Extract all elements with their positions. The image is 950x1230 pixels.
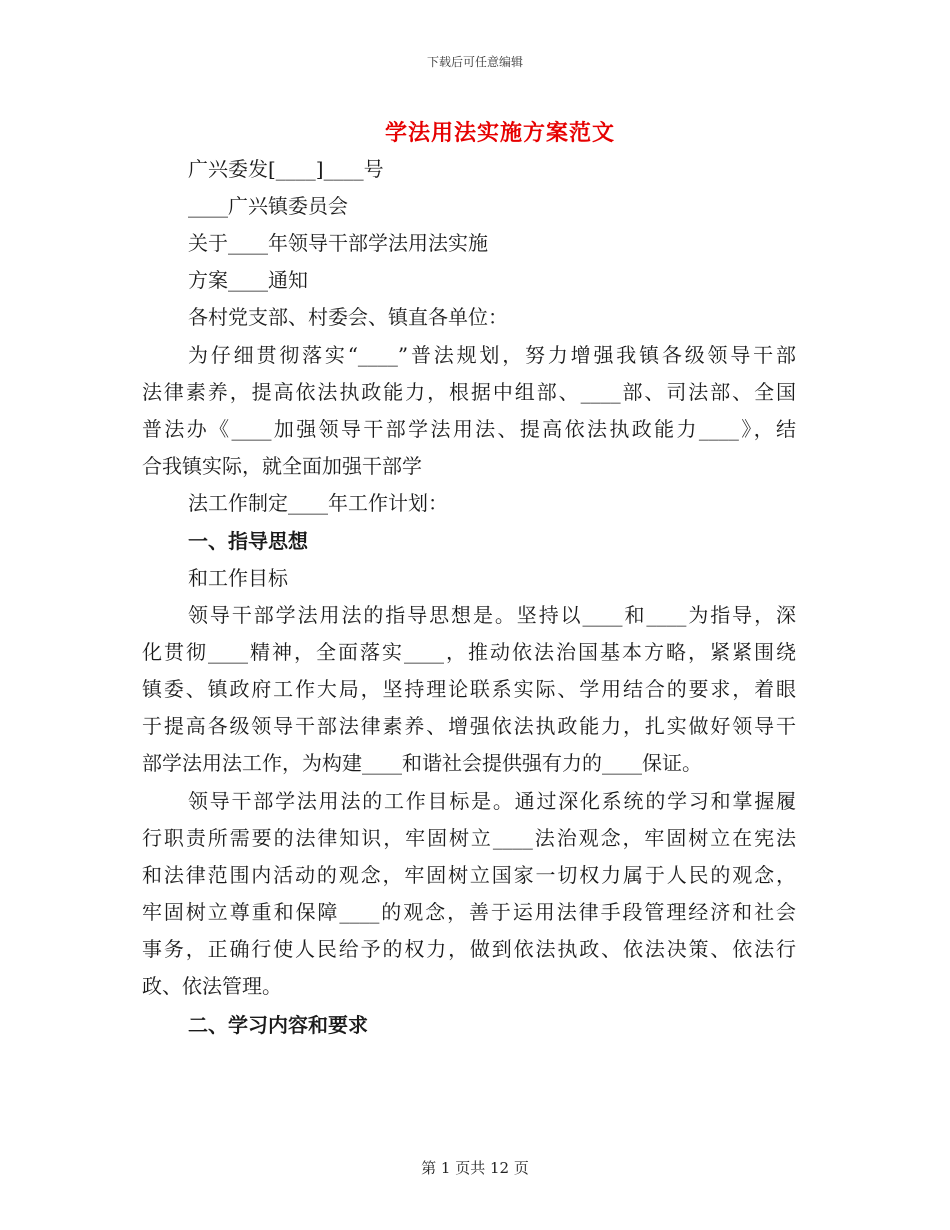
section-heading-1: 一、指导思想 bbox=[188, 529, 308, 553]
paragraph-2-line-2: 化贯彻____精神，全面落实____，推动依法治国基本方略，紧紧围绕 bbox=[142, 640, 796, 664]
paragraph-2-line-5: 部学法用法工作，为构建____和谐社会提供强有力的____保证。 bbox=[142, 751, 702, 775]
paragraph-1-line-4: 合我镇实际，就全面加强干部学 bbox=[142, 454, 422, 478]
paragraph-3-line-4: 牢固树立尊重和保障____的观念，善于运用法律手段管理经济和社会 bbox=[142, 900, 796, 924]
notice-title-line-1: 关于____年领导干部学法用法实施 bbox=[188, 231, 488, 255]
paragraph-1-line-5: 法工作制定____年工作计划： bbox=[188, 491, 448, 515]
document-number-line: 广兴委发[____]____号 bbox=[188, 157, 384, 181]
section-heading-1-continued: 和工作目标 bbox=[188, 566, 288, 590]
paragraph-2-line-1: 领导干部学法用法的指导思想是。坚持以____和____为指导，深 bbox=[188, 603, 796, 627]
paragraph-1-line-2: 法律素养，提高依法执政能力，根据中组部、____部、司法部、全国 bbox=[142, 380, 796, 404]
document-title: 学法用法实施方案范文 bbox=[384, 120, 615, 146]
section-heading-2: 二、学习内容和要求 bbox=[188, 1013, 368, 1037]
paragraph-3-line-2: 行职责所需要的法律知识，牢固树立____法治观念，牢固树立在宪法 bbox=[142, 826, 796, 850]
notice-title-line-2: 方案____通知 bbox=[188, 268, 308, 292]
paragraph-3-line-3: 和法律范围内活动的观念，牢固树立国家一切权力属于人民的观念， bbox=[142, 863, 796, 887]
header-note: 下载后可任意编辑 bbox=[426, 55, 523, 69]
issuer-line: ____广兴镇委员会 bbox=[188, 194, 348, 218]
page-number: 第 1 页共 12 页 bbox=[421, 1159, 529, 1177]
paragraph-3-line-1: 领导干部学法用法的工作目标是。通过深化系统的学习和掌握履 bbox=[188, 789, 796, 813]
paragraph-3-line-6: 政、依法管理。 bbox=[142, 974, 282, 998]
paragraph-1-line-3: 普法办《____加强领导干部学法用法、提高依法执政能力____》，结 bbox=[142, 417, 796, 441]
recipients-line: 各村党支部、村委会、镇直各单位： bbox=[188, 305, 508, 329]
paragraph-2-line-3: 镇委、镇政府工作大局，坚持理论联系实际、学用结合的要求，着眼 bbox=[142, 677, 796, 701]
paragraph-2-line-4: 于提高各级领导干部法律素养、增强依法执政能力，扎实做好领导干 bbox=[142, 714, 796, 738]
paragraph-1-line-1: 为仔细贯彻落实“____”普法规划，努力增强我镇各级领导干部 bbox=[188, 343, 796, 367]
paragraph-3-line-5: 事务，正确行使人民给予的权力，做到依法执政、依法决策、依法行 bbox=[142, 937, 796, 961]
